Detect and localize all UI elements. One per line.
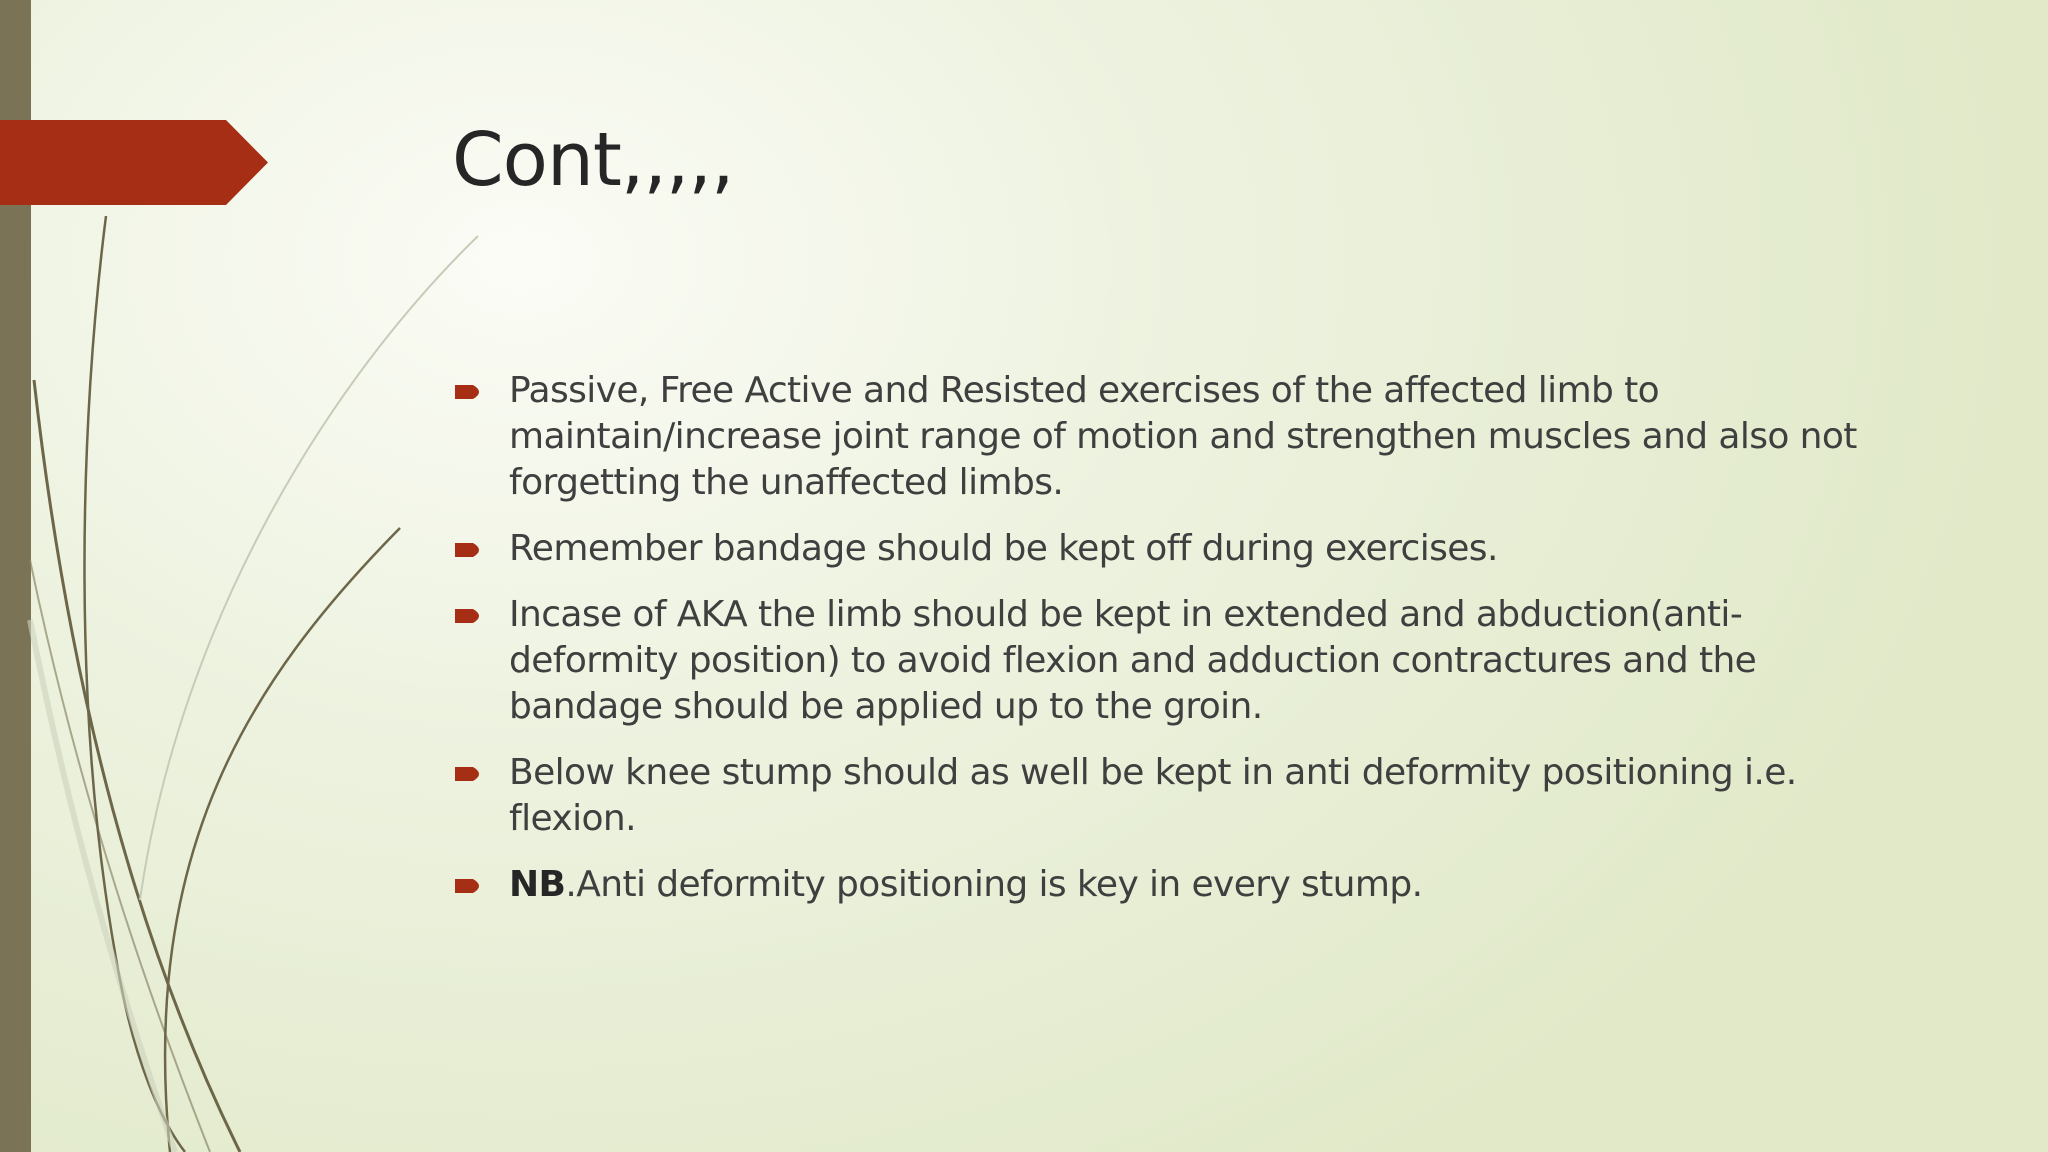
bullet-item: [455, 862, 1900, 908]
arrow-right-icon: [455, 607, 485, 625]
slide-title: Cont,,,,,: [452, 117, 734, 203]
bullet-item: [455, 592, 1900, 730]
bullet-text: Remember bandage should be kept off during exercises.: [509, 528, 1498, 569]
bullet-text: Incase of AKA the limb should be kept in extended and abduction(anti-deformity position) to avoid flexion and adduction contractures and the bandage should be applied up to the groin.: [509, 594, 1757, 727]
arrow-right-icon: [455, 383, 485, 401]
bullet-text: .Anti deformity positioning is key in every stump.: [565, 864, 1423, 905]
bullet-list: [455, 368, 1900, 928]
arrow-right-icon: [455, 877, 485, 895]
bullet-item: [455, 750, 1900, 842]
title-accent-tab: [0, 120, 268, 205]
bullet-text: Passive, Free Active and Resisted exercises of the affected limb to maintain/increase joint range of motion and strengthen muscles and also not forgetting the unaffected limbs.: [509, 370, 1857, 503]
arrow-right-icon: [455, 541, 485, 559]
arrow-right-icon: [455, 765, 485, 783]
bullet-bold-prefix: NB: [509, 864, 566, 905]
bullet-text: Below knee stump should as well be kept in anti deformity positioning i.e. flexion.: [509, 752, 1797, 839]
bullet-item: [455, 368, 1900, 506]
bullet-item: [455, 526, 1900, 572]
